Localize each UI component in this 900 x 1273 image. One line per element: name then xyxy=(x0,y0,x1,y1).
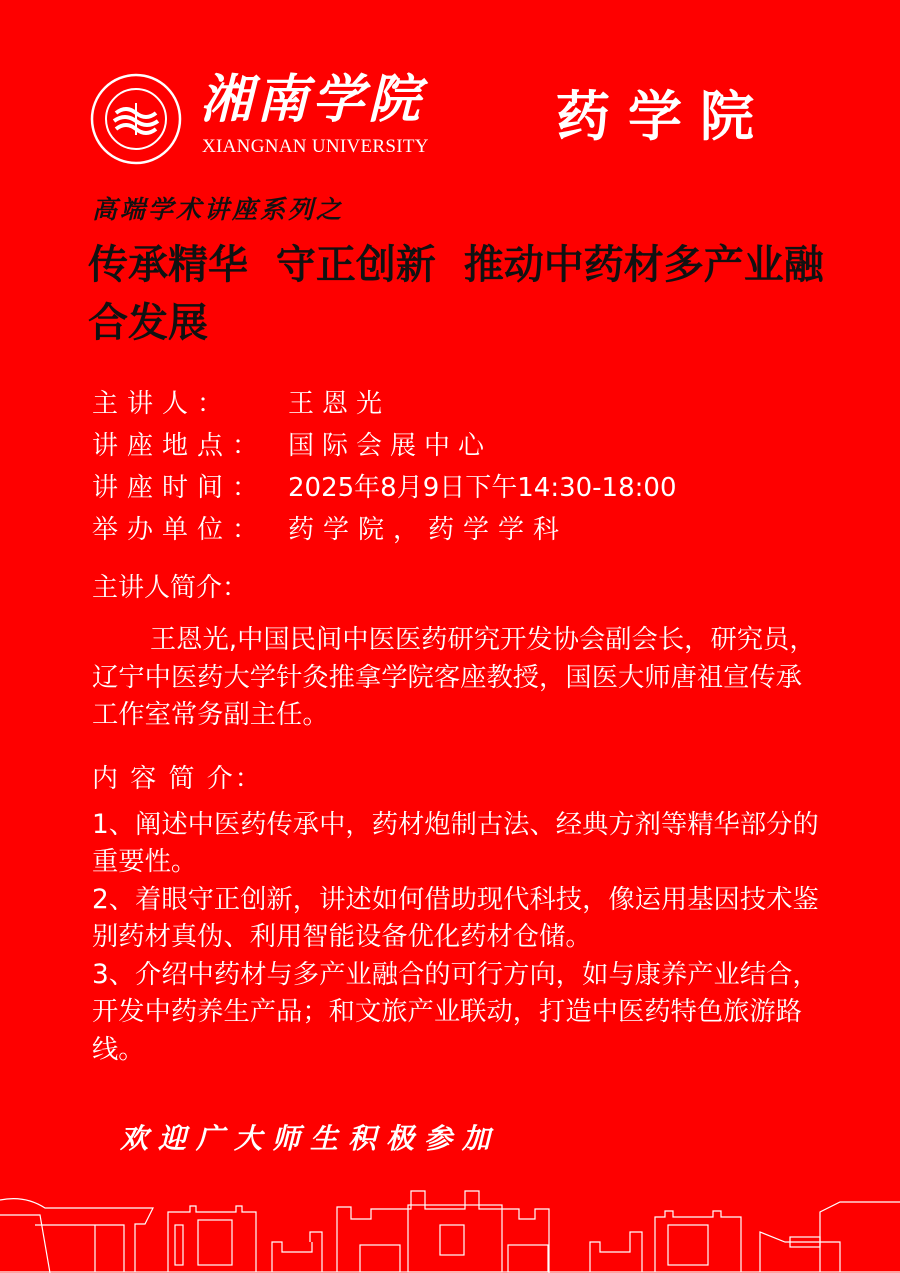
campus-skyline-illustration xyxy=(0,1180,900,1273)
info-value: 国际会展中心 xyxy=(288,431,493,461)
lecture-series: 高端学术讲座系列之 xyxy=(92,195,345,224)
content-intro-list xyxy=(92,807,822,1070)
lecture-info xyxy=(92,383,828,551)
university-name-cn: 湘南学院 xyxy=(200,69,425,130)
lecture-title: 传承精华 守正创新 推动中药材多产业融合发展 xyxy=(88,242,824,346)
info-venue xyxy=(92,425,828,467)
speaker-intro-text: 王恩光,中国民间中医医药研究开发协会副会长，研究员，辽宁中医药大学针灸推拿学院客座教授，国医大师唐祖宣传承工作室常务副主任。 xyxy=(92,625,816,730)
poster-content xyxy=(88,194,828,1159)
info-value: 药学院，药学学科 xyxy=(288,515,569,545)
info-label: 讲座时间： xyxy=(92,473,268,503)
info-value: 2025年8月9日下午14:30-18:00 xyxy=(288,473,677,503)
info-value: 王恩光 xyxy=(288,389,391,419)
info-organizer xyxy=(92,509,828,551)
info-label: 主讲人： xyxy=(92,389,233,419)
college-name: 药学院 xyxy=(556,84,772,148)
content-item: 3、介绍中药材与多产业融合的可行方向，如与康养产业结合，开发中药养生产品；和文旅产业联动，打造中医药特色旅游路线。 xyxy=(92,959,819,1065)
university-name-en: XIANGNAN UNIVERSITY xyxy=(202,136,429,157)
info-speaker xyxy=(92,383,828,425)
info-time xyxy=(92,467,828,509)
content-item: 2、着眼守正创新，讲述如何借助现代科技，像运用基因技术鉴别药材真伪、利用智能设备优化药材仓储。 xyxy=(92,884,819,952)
speaker-intro-heading: 主讲人简介： xyxy=(92,573,249,603)
content-item: 1、阐述中医药传承中，药材炮制古法、经典方剂等精华部分的重要性。 xyxy=(92,809,819,877)
info-label: 讲座地点： xyxy=(92,431,268,461)
content-intro-heading: 内 容 简 介： xyxy=(92,763,263,794)
welcome-text: 欢迎广大师生积极参加 xyxy=(120,1122,501,1155)
info-label: 举办单位： xyxy=(92,515,268,545)
university-logo xyxy=(90,73,182,165)
